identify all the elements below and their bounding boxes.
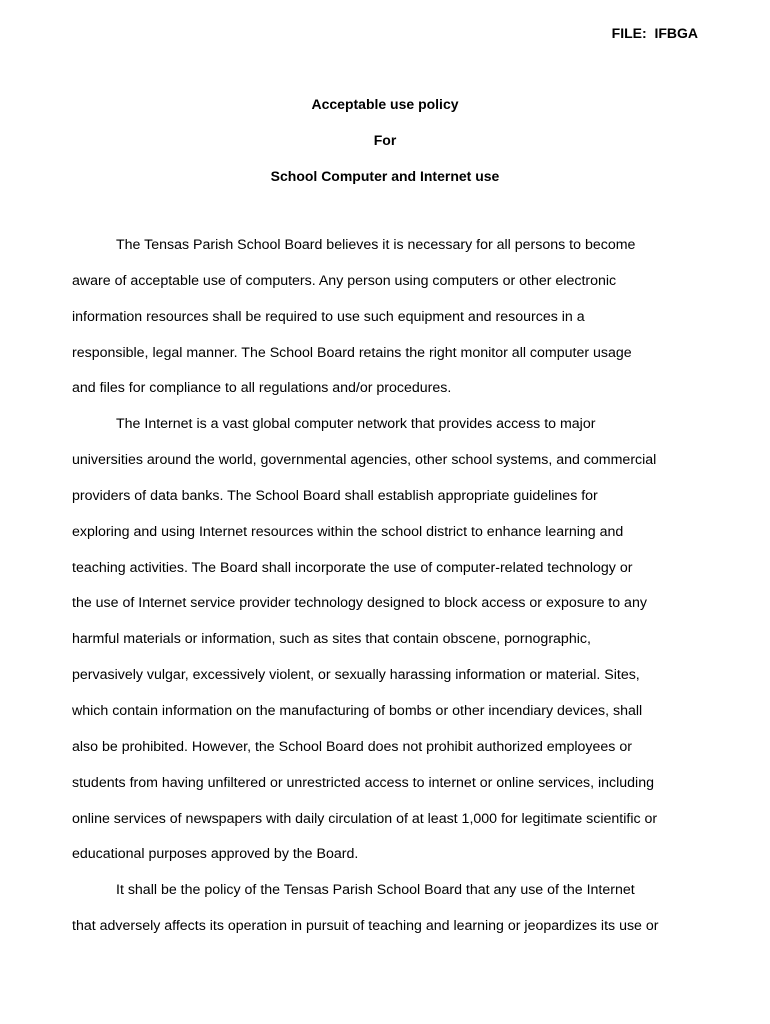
- body-line: universities around the world, governmental agencies, other school systems, and commercial: [72, 452, 657, 469]
- body-line: The Internet is a vast global computer network that provides access to major: [116, 416, 596, 433]
- body-line: exploring and using Internet resources within the school district to enhance learning and: [72, 523, 624, 540]
- document-subtitle: School Computer and Internet use: [270, 168, 500, 184]
- document-subtitle-for: For: [373, 132, 397, 148]
- body-line: responsible, legal manner. The School Board retains the right monitor all computer usage: [72, 344, 632, 361]
- file-code: FILE: IFBGA: [611, 25, 698, 41]
- body-line: information resources shall be required to use such equipment and resources in a: [72, 308, 585, 325]
- policy-body: [72, 228, 712, 945]
- body-line: students from having unfiltered or unrestricted access to internet or online services, including: [72, 774, 654, 791]
- body-line: also be prohibited. However, the School Board does not prohibit authorized employees or: [72, 738, 632, 755]
- body-line: pervasively vulgar, excessively violent, or sexually harassing information or material. Sites,: [72, 667, 640, 684]
- body-line: the use of Internet service provider technology designed to block access or exposure to any: [72, 595, 647, 612]
- body-line: providers of data banks. The School Board shall establish appropriate guidelines for: [72, 487, 598, 504]
- body-line: educational purposes approved by the Board.: [72, 846, 359, 863]
- body-line: and files for compliance to all regulations and/or procedures.: [72, 380, 452, 397]
- body-line: online services of newspapers with daily circulation of at least 1,000 for legitimate scientific or: [72, 810, 658, 827]
- body-line: teaching activities. The Board shall incorporate the use of computer-related technology or: [72, 559, 633, 576]
- document-title: Acceptable use policy: [311, 96, 459, 112]
- body-line: that adversely affects its operation in pursuit of teaching and learning or jeopardizes its use or: [72, 918, 659, 935]
- body-line: which contain information on the manufacturing of bombs or other incendiary devices, shall: [72, 702, 643, 719]
- body-line: aware of acceptable use of computers. Any person using computers or other electronic: [72, 272, 617, 289]
- body-line: It shall be the policy of the Tensas Parish School Board that any use of the Internet: [116, 882, 635, 899]
- body-line: harmful materials or information, such as sites that contain obscene, pornographic,: [72, 631, 591, 648]
- body-line: The Tensas Parish School Board believes it is necessary for all persons to become: [116, 237, 636, 253]
